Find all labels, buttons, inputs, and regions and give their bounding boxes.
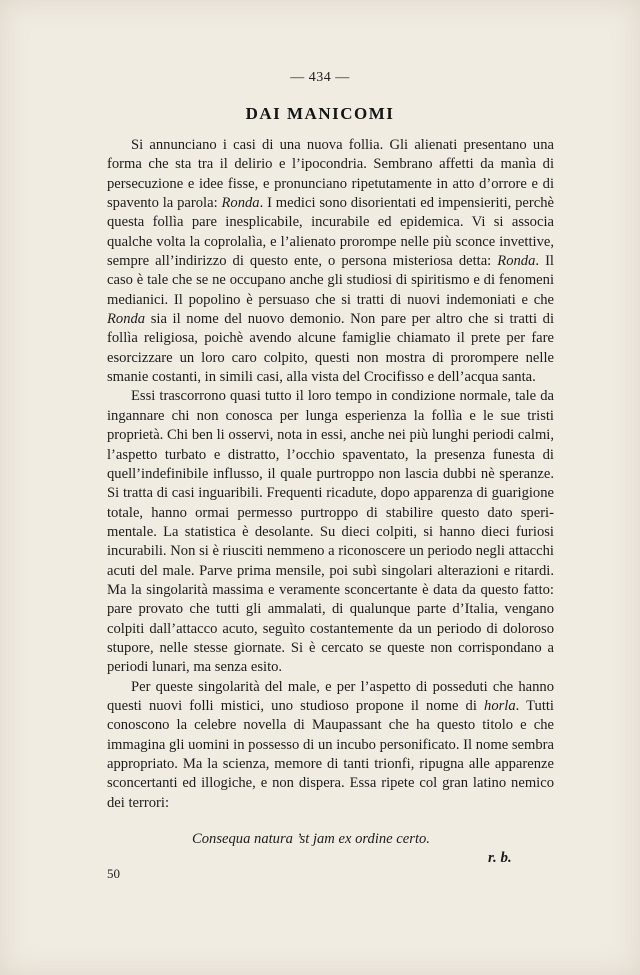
text-run: Essi trascorrono quasi tutto il loro tempo in condizione normale, tale da ingannare chi non conosca per lunga esperienza la follìa e le sue tristi proprietà. Chi ben li osservi, nota in essi, anche nei più lunghi periodi calmi, l’aspetto turbato e distratto, l’occhio spaventato, la presenza funesta di quell’indefinibile influsso, il quale purtroppo non lascia dubbi nè speranze. Si tratta di casi inguaribili. Frequenti ricadute, dopo apparenza di guarigione totale, hanno ormai permesso purtroppo di stabilire questo dato sperimentale. La statistica è desolante. Su dieci colpiti, si hanno dieci furiosi incurabili. Non si è riusciti nemmeno a riconoscere un periodo negli attacchi acuti del male. Parve prima mensile, poi subì singolari alterazioni e ritardi. Ma la singolarità massima e veramente sconcertante è data da questo fatto: pare provato che tutti gli ammalati, di qualunque parte d’Italia, vengano colpiti dall’attacco acuto, seguìto costantemente da un periodo di doloroso stupore, nelle stesse giornate. Si è cercato se queste non corrispondano a periodi lunari, ma senza esito. <box>107 388 554 676</box>
text-run: . Tutti conoscono la celebre novella di Maupassant che ha questo titolo e che immagina gli uomini in possesso di un incubo personificato. Il nome sembra appropriato. Ma la scienza, memore di tanti trionfi, ripugna alle apparenze sconcertanti ed illogiche, e non dispera. Essa ripete col gran latino nemico dei terrori: <box>107 697 554 811</box>
latin-quote: Consequa natura ’st jam ex ordine certo. <box>192 831 430 847</box>
paragraph <box>107 678 554 813</box>
text-run: . I medici sono disorientati ed impensieriti, perchè questa follìa pare inesplicabile, incurabile ed epidemica. Vi si associa qualche volta la coprolalìa, e l’alienato prorompe nelle più sconce invettive, sempre all’indirizzo di questo ente, o persona misteriosa detta: <box>107 195 555 270</box>
article-body <box>107 136 554 813</box>
italic-term: Ronda <box>497 253 536 270</box>
paragraph <box>107 387 554 677</box>
text-run: Si annunciano i casi di una nuova follia. Gli alienati presentano una forma che sta tra il delirio e l’ipocondria. Sembrano affetti da manìa di persecuzione e idee fisse, e pronunciano ripetutamente in atto d’orrore e di spavento la parola: <box>107 137 554 212</box>
text-run: sia il nome del nuovo demonio. Non pare per altro che si tratti di follìa religiosa, poichè avendo alcune famiglie chiamato il prete per fare esorcizzare un loro caro colpito, questi non mostra di prorompere nelle smanie costanti, in simili casi, alla vista del Crocifisso e dell’acqua santa. <box>107 311 554 386</box>
page-title: DAI MANICOMI <box>245 104 395 123</box>
page-number: — 434 — <box>290 70 350 85</box>
italic-term: horla <box>484 697 516 714</box>
signature-mark: 50 <box>107 866 120 881</box>
author-initials: r. b. <box>488 850 512 866</box>
italic-term: Ronda <box>221 195 260 212</box>
paragraph <box>107 136 554 387</box>
italic-term: Ronda <box>107 311 146 328</box>
text-run: Per queste singolarità del male, e per l’aspetto di posseduti che hanno questi nuovi folli mistici, uno studioso propone il nome di <box>107 678 554 714</box>
text-run: . Il caso è tale che se ne occupano anche gli studiosi di spiritismo e di fenomeni medianici. Il popolino è persuaso che si tratti di nuovi indemoniati e che <box>107 253 554 308</box>
